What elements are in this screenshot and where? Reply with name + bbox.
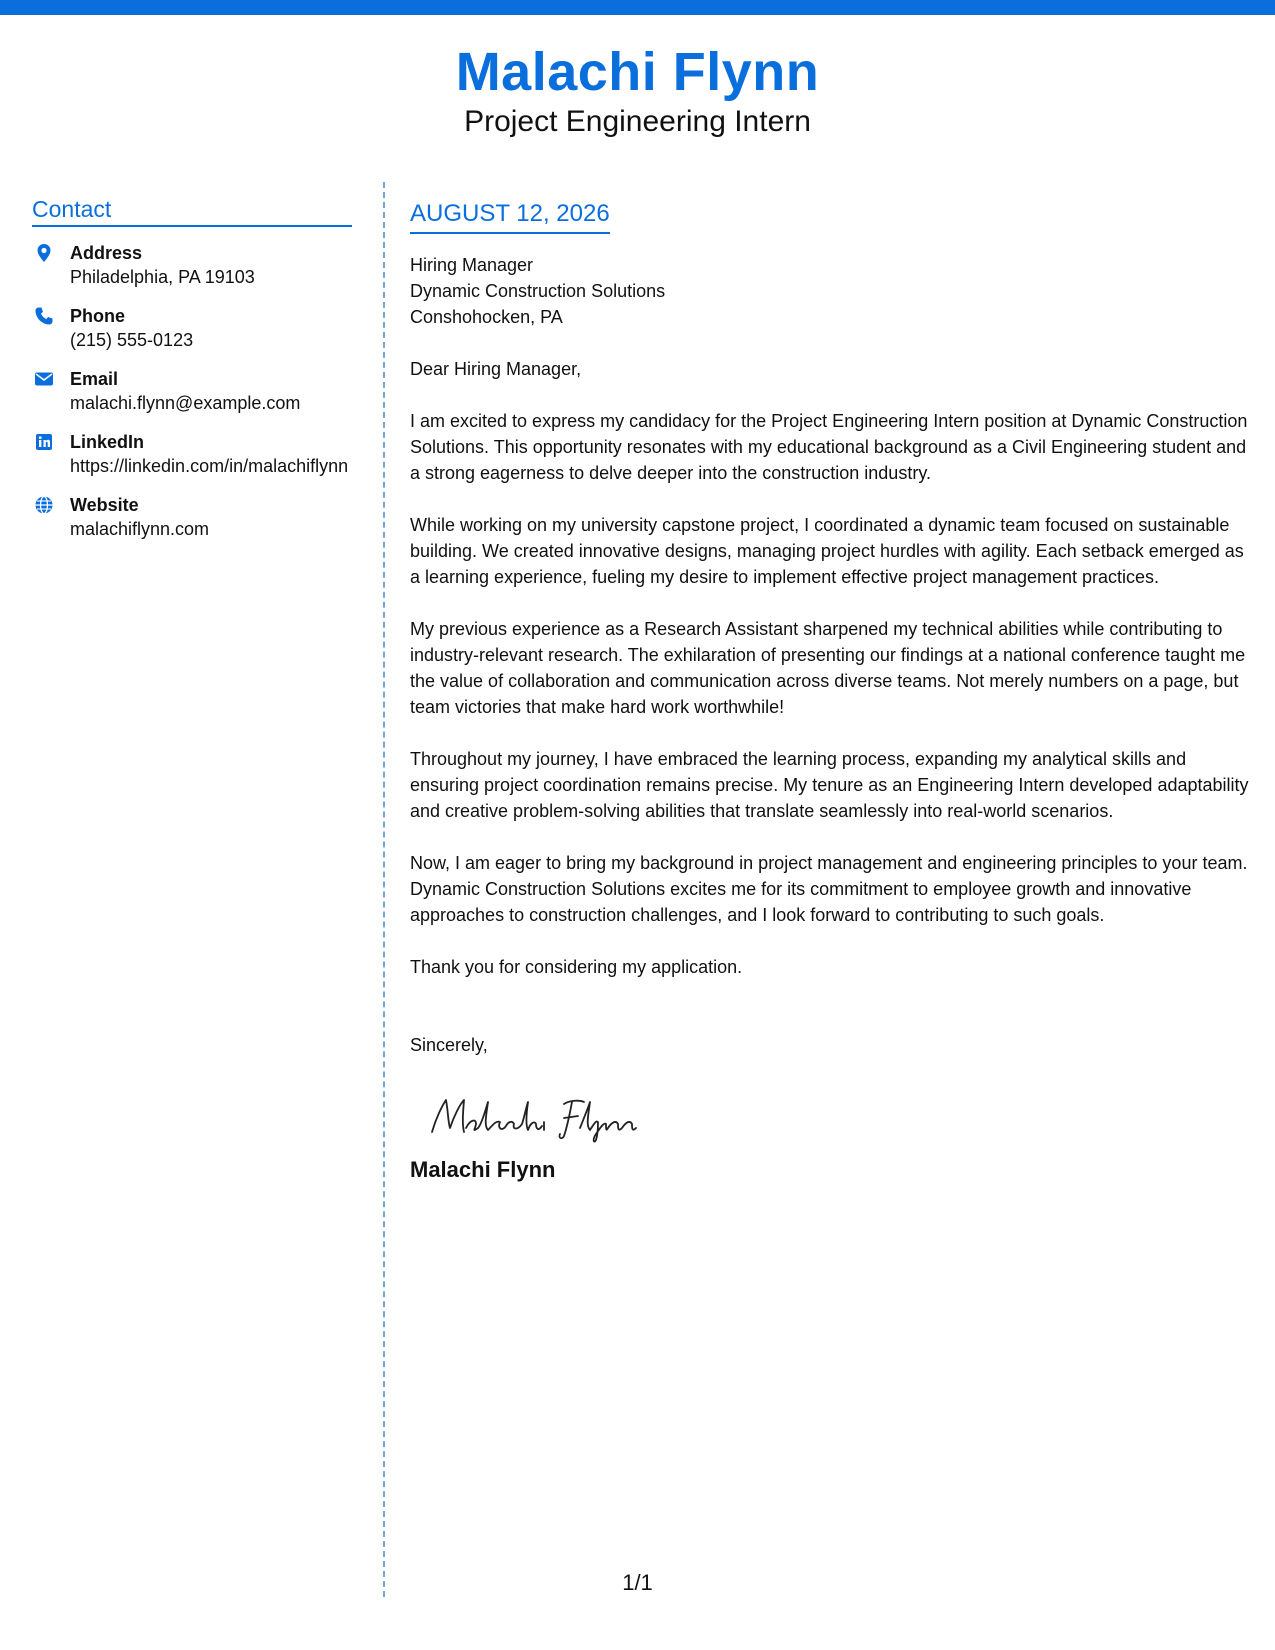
top-accent-bar [0, 0, 1275, 15]
website-value[interactable]: malachiflynn.com [70, 519, 210, 539]
address-label: Address [70, 243, 143, 263]
contact-item-linkedin [32, 430, 352, 478]
contact-item-email [32, 367, 352, 415]
page-header [0, 40, 1275, 140]
contact-heading: Contact [32, 195, 352, 227]
letter-content [410, 356, 1250, 1058]
paragraph: My previous experience as a Research Assistant sharpened my technical abilities while contributing to industry-relevant research. The exhilaration of presenting our findings at a national conference taught me the value of collaboration and communication across diverse teams. Not merely numbers on a page, but team victories that make hard work worthwhile! [410, 619, 1246, 717]
signoff: Sincerely, [410, 1035, 488, 1055]
website-label: Website [70, 495, 139, 515]
linkedin-value[interactable]: https://linkedin.com/in/malachiflynn [70, 456, 349, 476]
paragraph: Now, I am eager to bring my background in project management and engineering principles to your team. Dynamic Construction Solutions excites me for its commitment to employee growth and innovative approaches to construction challenges, and I look forward to contributing to such goals. [410, 853, 1248, 925]
contact-item-website [32, 493, 352, 541]
phone-value[interactable]: (215) 555-0123 [70, 330, 194, 350]
linkedin-label: LinkedIn [70, 432, 145, 452]
phone-label: Phone [70, 306, 126, 326]
candidate-title: Project Engineering Intern [464, 105, 811, 138]
letter-date: AUGUST 12, 2026 [410, 198, 610, 234]
recipient-line: Hiring Manager [410, 255, 534, 275]
email-label: Email [70, 369, 119, 389]
salutation: Dear Hiring Manager, [410, 359, 582, 379]
paragraph: Throughout my journey, I have embraced the learning process, expanding my analytical skills and ensuring project coordination remains precise. My tenure as an Engineering Intern developed adaptability and creative problem-solving abilities that translate seamlessly into real-world scenarios. [410, 749, 1249, 821]
recipient-company: Dynamic Construction Solutions [410, 281, 666, 301]
address-value: Philadelphia, PA 19103 [70, 267, 255, 287]
phone-icon [34, 306, 54, 326]
letter-body [410, 198, 1250, 1184]
handwritten-signature [426, 1088, 1250, 1144]
column-divider [383, 182, 385, 1597]
closing-line: Thank you for considering my application. [410, 957, 743, 977]
page-number: 1/1 [622, 1570, 653, 1595]
paragraph: While working on my university capstone project, I coordinated a dynamic team focused on sustainable building. We created innovative designs, managing project hurdles with agility. Each setback emerged as a learning experience, fueling my desire to implement effective project management practices. [410, 515, 1244, 587]
email-icon [34, 369, 54, 389]
email-value[interactable]: malachi.flynn@example.com [70, 393, 301, 413]
contact-sidebar [32, 195, 352, 541]
signed-name: Malachi Flynn [410, 1157, 556, 1182]
linkedin-icon [34, 432, 54, 452]
contact-item-phone [32, 304, 352, 352]
contact-item-address [32, 241, 352, 289]
recipient-block [410, 252, 1250, 330]
candidate-name: Malachi Flynn [455, 42, 820, 102]
globe-icon [34, 495, 54, 515]
paragraph: I am excited to express my candidacy for the Project Engineering Intern position at Dynamic Construction Solutions. This opportunity resonates with my educational background as a Civil Engineering student and a strong eagerness to delve deeper into the construction industry. [410, 411, 1248, 483]
location-pin-icon [34, 243, 54, 263]
recipient-location: Conshohocken, PA [410, 307, 563, 327]
